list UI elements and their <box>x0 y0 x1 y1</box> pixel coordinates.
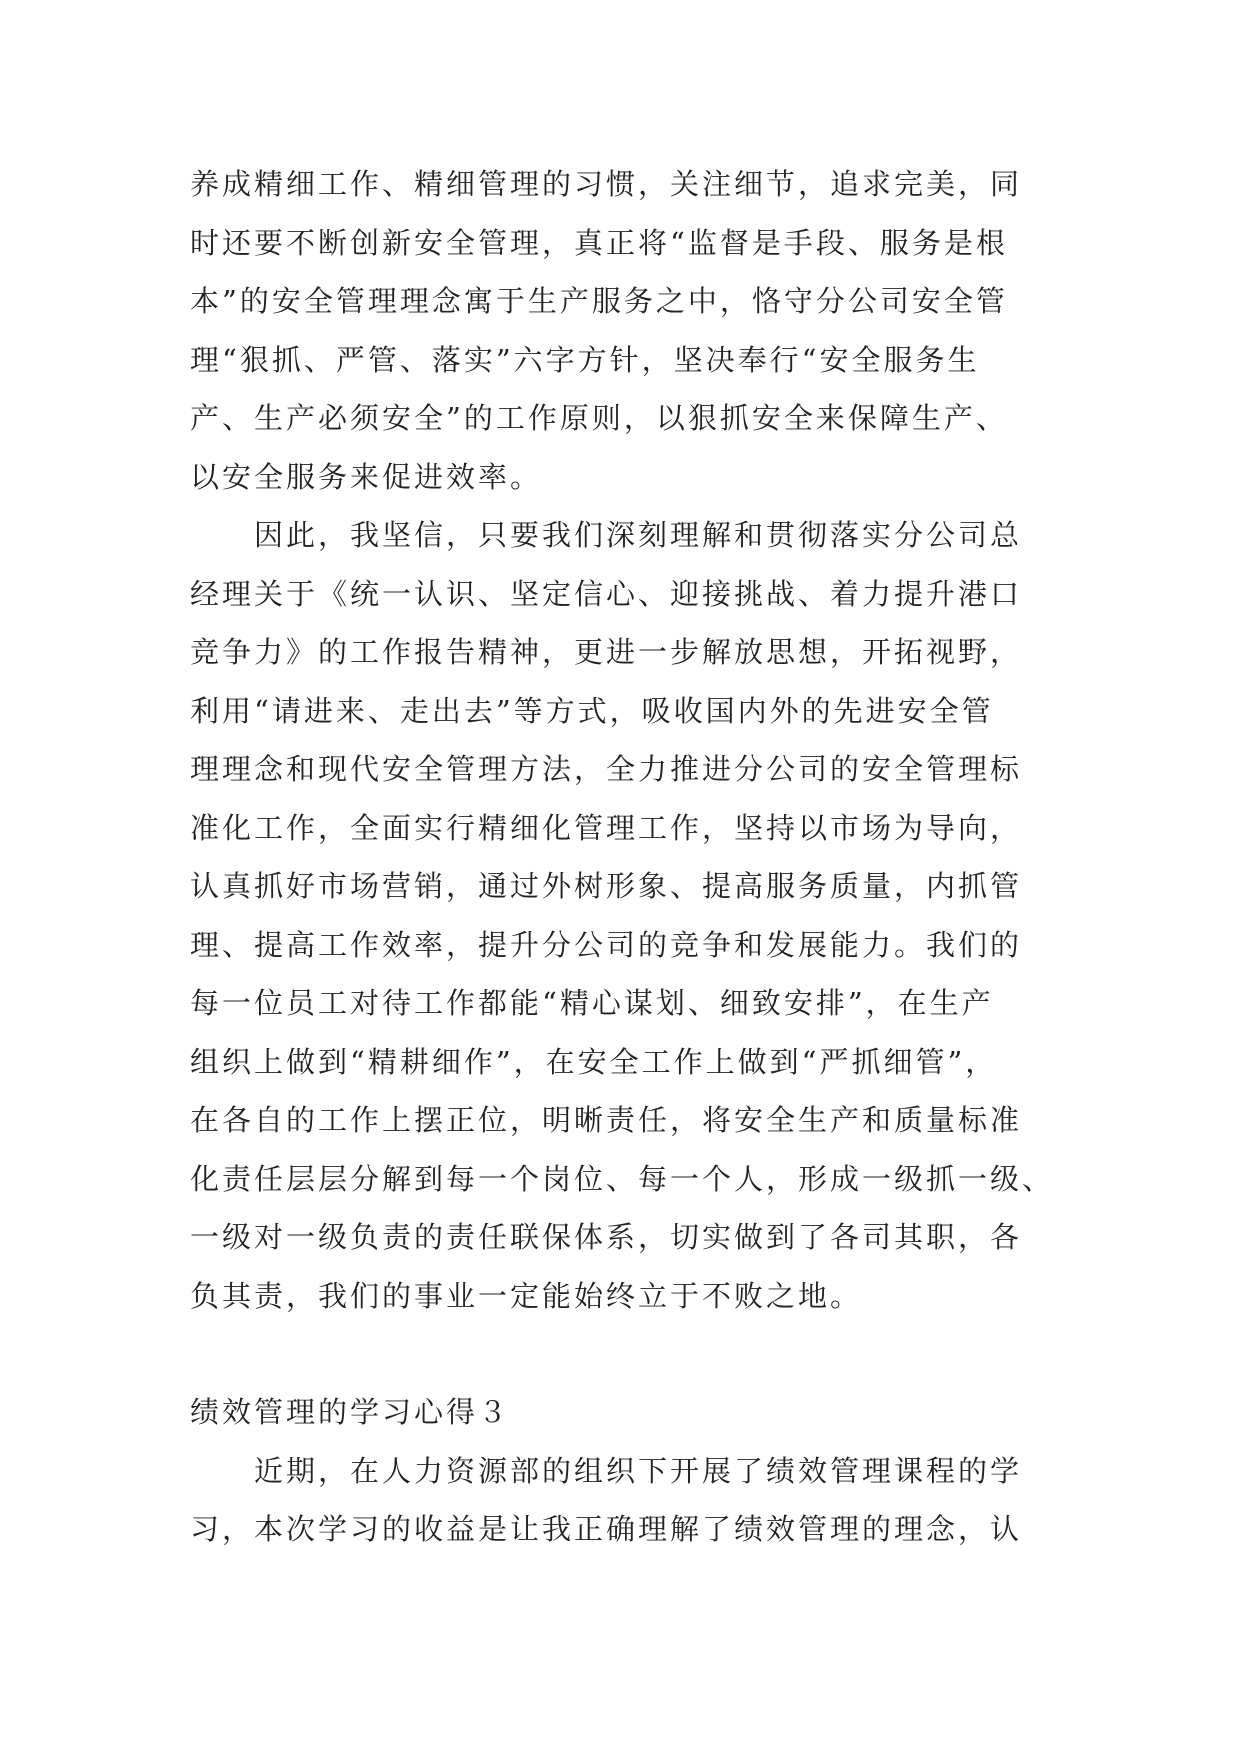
text-line: 负其责，我们的事业一定能始终立于不败之地。 <box>190 1278 863 1313</box>
text-line: 认真抓好市场营销，通过外树形象、提高服务质量，内抓管 <box>190 869 1023 903</box>
paragraph-conclusion <box>190 506 1055 1325</box>
text-line: 习，本次学习的收益是让我正确理解了绩效管理的理念，认 <box>190 1512 1023 1546</box>
text-line: 理、提高工作效率，提升分公司的竞争和发展能力。我们的 <box>190 927 1023 962</box>
text-line: 竞争力》的工作报告精神，更进一步解放思想，开拓视野， <box>190 635 1023 669</box>
text-line: 因此，我坚信，只要我们深刻理解和贯彻落实分公司总 <box>254 518 1023 552</box>
text-line: 每一位员工对待工作都能“精心谋划、细致安排”，在生产 <box>190 986 994 1020</box>
text-line: 利用“请进来、走出去”等方式，吸收国内外的先进安全管 <box>190 693 994 728</box>
text-line: 时还要不断创新安全管理，真正将“监督是手段、服务是根 <box>190 225 1008 260</box>
text-line: 本”的安全管理理念寓于生产服务之中，恪守分公司安全管 <box>190 284 1008 318</box>
text-line: 以安全服务来促进效率。 <box>190 459 543 494</box>
text-line: 经理关于《统一认识、坚定信心、迎接挑战、着力提升港口 <box>190 576 1023 611</box>
section-heading: 绩效管理的学习心得３ <box>190 1395 511 1429</box>
text-line: 产、生产必须安全”的工作原则，以狠抓安全来保障生产、 <box>190 401 1008 435</box>
text-line: 在各自的工作上摆正位，明晰责任，将安全生产和质量标准 <box>190 1103 1023 1137</box>
text-line: 理“狠抓、严管、落实”六字方针，坚决奉行“安全服务生 <box>190 342 980 377</box>
text-line: 准化工作，全面实行精细化管理工作，坚持以市场为导向， <box>190 810 1023 845</box>
document-body <box>190 155 1055 1559</box>
text-line: 养成精细工作、精细管理的习惯，关注细节，追求完美，同 <box>190 167 1023 201</box>
text-line: 理理念和现代安全管理方法，全力推进分公司的安全管理标 <box>190 752 1023 786</box>
text-line: 化责任层层分解到每一个岗位、每一个人，形成一级抓一级、 <box>190 1161 1055 1196</box>
text-line: 近期，在人力资源部的组织下开展了绩效管理课程的学 <box>254 1453 1023 1488</box>
text-line: 一级对一级负责的责任联保体系，切实做到了各司其职，各 <box>190 1220 1023 1254</box>
paragraph-continuation <box>190 155 1052 506</box>
text-line: 组织上做到“精耕细作”，在安全工作上做到“严抓细管”， <box>190 1044 998 1079</box>
paragraph-section3 <box>190 1442 1052 1559</box>
